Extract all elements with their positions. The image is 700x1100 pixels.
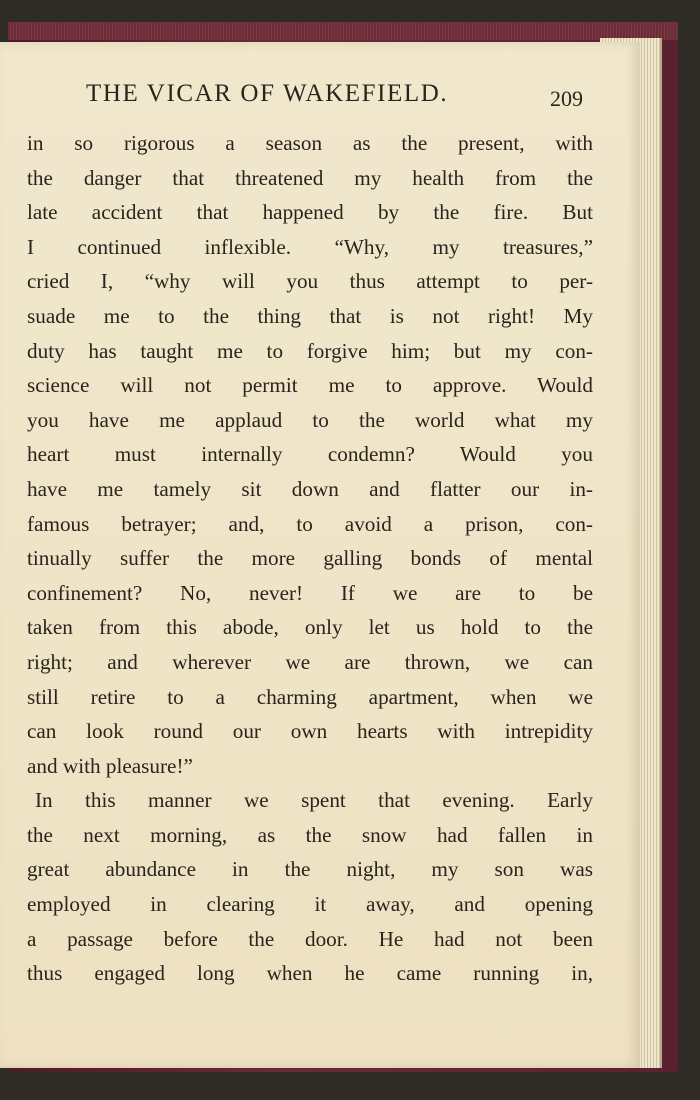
text-line: duty has taught me to forgive him; but my con- xyxy=(27,338,593,363)
text-line: In this manner we spent that evening. Early xyxy=(35,788,593,813)
text-line: I continued inflexible. “Why, my treasures,” xyxy=(27,234,593,259)
page-header xyxy=(0,80,640,116)
text-line: suade me to the thing that is not right! My xyxy=(27,303,593,328)
text-line: science will not permit me to approve. Would xyxy=(27,373,593,398)
text-line: great abundance in the night, my son was xyxy=(27,857,593,882)
text-line: have me tamely sit down and flatter our in- xyxy=(27,476,593,501)
page-number: 209 xyxy=(550,86,583,111)
body-text xyxy=(27,126,593,991)
text-line: employed in clearing it away, and opening xyxy=(27,892,593,917)
text-line: right; and wherever we are thrown, we can xyxy=(27,649,593,674)
text-line: famous betrayer; and, to avoid a prison, con- xyxy=(27,511,593,536)
text-line: still retire to a charming apartment, when we xyxy=(27,684,593,709)
text-line: late accident that happened by the fire. But xyxy=(27,200,593,225)
text-line: heart must internally condemn? Would you xyxy=(27,442,593,467)
text-line: taken from this abode, only let us hold to the xyxy=(27,615,593,640)
text-line: thus engaged long when he came running in, xyxy=(27,961,593,986)
text-line: tinually suffer the more galling bonds of mental xyxy=(27,546,593,571)
text-line: the next morning, as the snow had fallen in xyxy=(27,822,593,847)
book-cover-top-edge xyxy=(8,22,678,40)
running-title: THE VICAR OF WAKEFIELD. xyxy=(86,80,449,107)
text-line: a passage before the door. He had not been xyxy=(27,926,593,951)
text-line: you have me applaud to the world what my xyxy=(27,407,593,432)
text-line: can look round our own hearts with intrepidity xyxy=(27,719,593,744)
text-line: confinement? No, never! If we are to be xyxy=(27,580,593,605)
text-line: cried I, “why will you thus attempt to per- xyxy=(27,269,593,294)
text-line: and with pleasure!” xyxy=(27,753,193,778)
text-line: in so rigorous a season as the present, with xyxy=(27,131,593,155)
text-line: the danger that threatened my health from the xyxy=(27,165,593,190)
